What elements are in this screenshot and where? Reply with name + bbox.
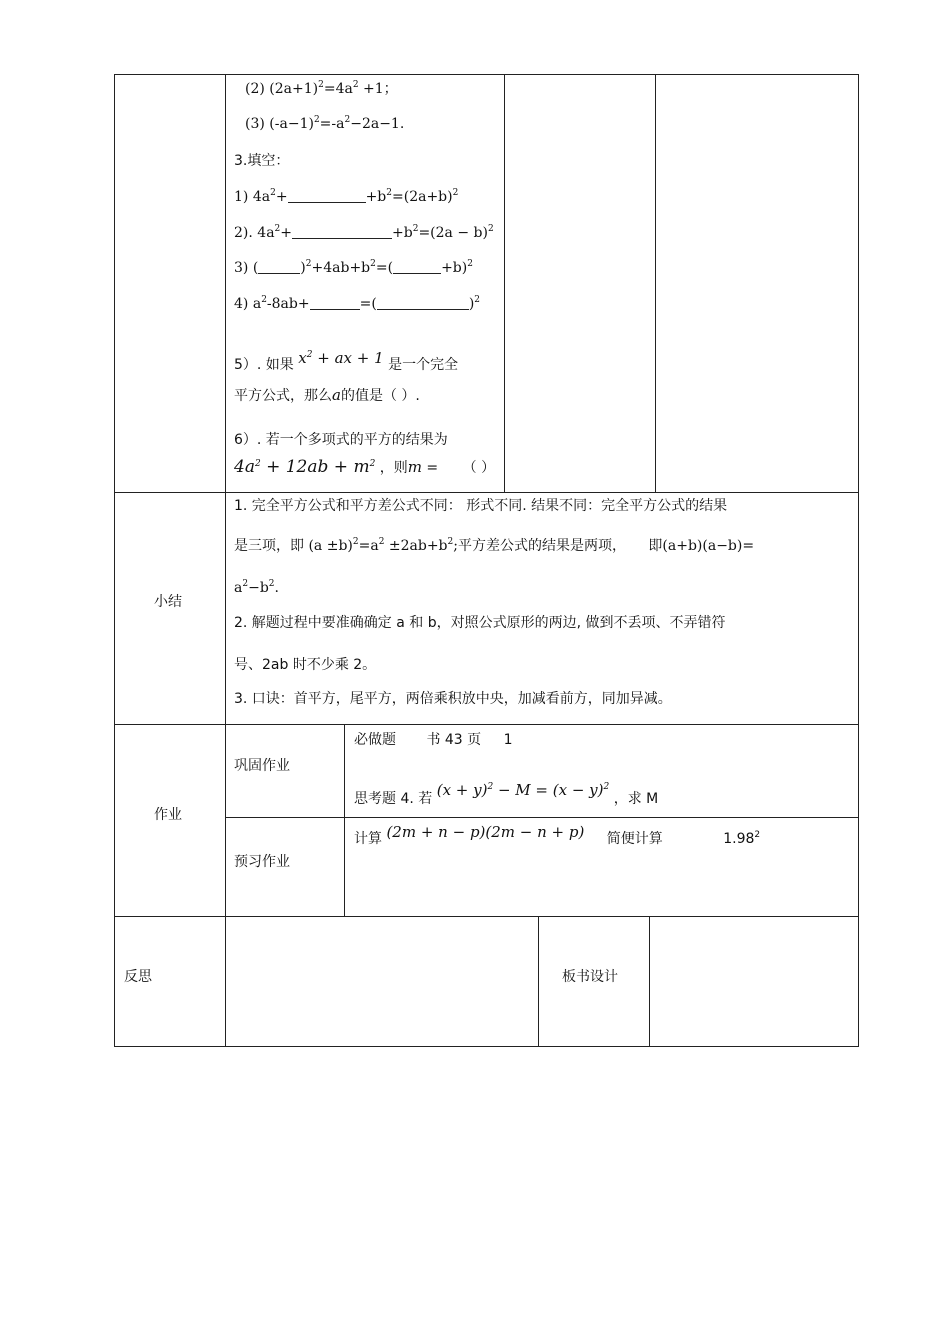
fill-blank-4: 4) $a^2-8ab+$ =( )$^2$	[234, 295, 481, 312]
homework-label: 作业	[154, 807, 182, 823]
fill-blank-1: 1) $4a^2+ +b^2=(2a+b)^2$	[234, 188, 459, 205]
question-5-line-2: 平方公式，那么a的值是（ ）.	[234, 386, 420, 404]
board-design-label: 板书设计	[562, 969, 618, 985]
summary-point-1-line-3: $a^2-b^2$.	[234, 579, 279, 596]
exercise-item-3: (3) $(-a-1)^2=-a^2-2a-1$.	[245, 115, 405, 132]
consolidation-homework-label: 巩固作业	[234, 758, 290, 774]
thinking-problem: 思考题 4. 若 $(x + y)^2 - M = (x - y)^2$ ，求 M	[354, 781, 659, 807]
exercise-item-2: (2) $(2a+1)^2=4a^2 +1$；	[245, 80, 398, 97]
fill-blank-2: 2). $4a^2+ +b^2=(2a - b)^2$	[234, 224, 494, 241]
preview-homework-label: 预习作业	[234, 854, 290, 870]
fill-blank-heading: 3.填空：	[234, 153, 290, 169]
summary-point-1-line-2: 是三项，即 $(a \pm b)^2=a^2 \pm 2ab+b^2$;平方差公式的结果是两项， 即(a+b)(a−b)=	[234, 537, 755, 554]
summary-point-1-line-1: 1. 完全平方公式和平方差公式不同： 形式不同. 结果不同：完全平方公式的结果	[234, 498, 728, 514]
question-6-line-1: 6）. 若一个多项式的平方的结果为	[234, 432, 448, 448]
summary-point-2-line-1: 2. 解题过程中要准确确定 a 和 b，对照公式原形的两边, 做到不丢项、不弄错符	[234, 615, 726, 631]
table-col-divider	[504, 74, 505, 492]
calculation-problem: 计算 (2m + n − p)(2m − n + p) 简便计算 1.98$^2$	[354, 823, 761, 847]
summary-label: 小结	[154, 594, 182, 610]
table-col-divider	[344, 724, 345, 916]
summary-point-3: 3. 口诀：首平方，尾平方，两倍乘积放中央，加减看前方，同加异减。	[234, 691, 672, 707]
table-row-divider	[225, 817, 859, 818]
table-border-left	[114, 74, 115, 1047]
table-col-divider	[655, 74, 656, 492]
table-col-divider	[225, 74, 226, 1047]
table-border-right	[858, 74, 859, 1047]
question-6-line-2: $4a^2 + 12ab + m^2$ ，则m = （ ）	[234, 457, 496, 477]
table-col-divider	[649, 916, 650, 1046]
summary-point-2-line-2: 号、2ab 时不少乘 2。	[234, 657, 377, 673]
question-5-line-1: 5）. 如果 $x^2$ + ax + 1 是一个完全	[234, 349, 459, 373]
math-expression: $x^2$ + ax + 1	[298, 349, 384, 367]
fill-blank-3: 3) ( )$^2+4ab+b^2=( +b)^2$	[234, 259, 473, 276]
table-col-divider	[538, 916, 539, 1046]
reflection-label: 反思	[124, 969, 152, 985]
required-problems: 必做题 书 43 页 1	[354, 732, 513, 748]
